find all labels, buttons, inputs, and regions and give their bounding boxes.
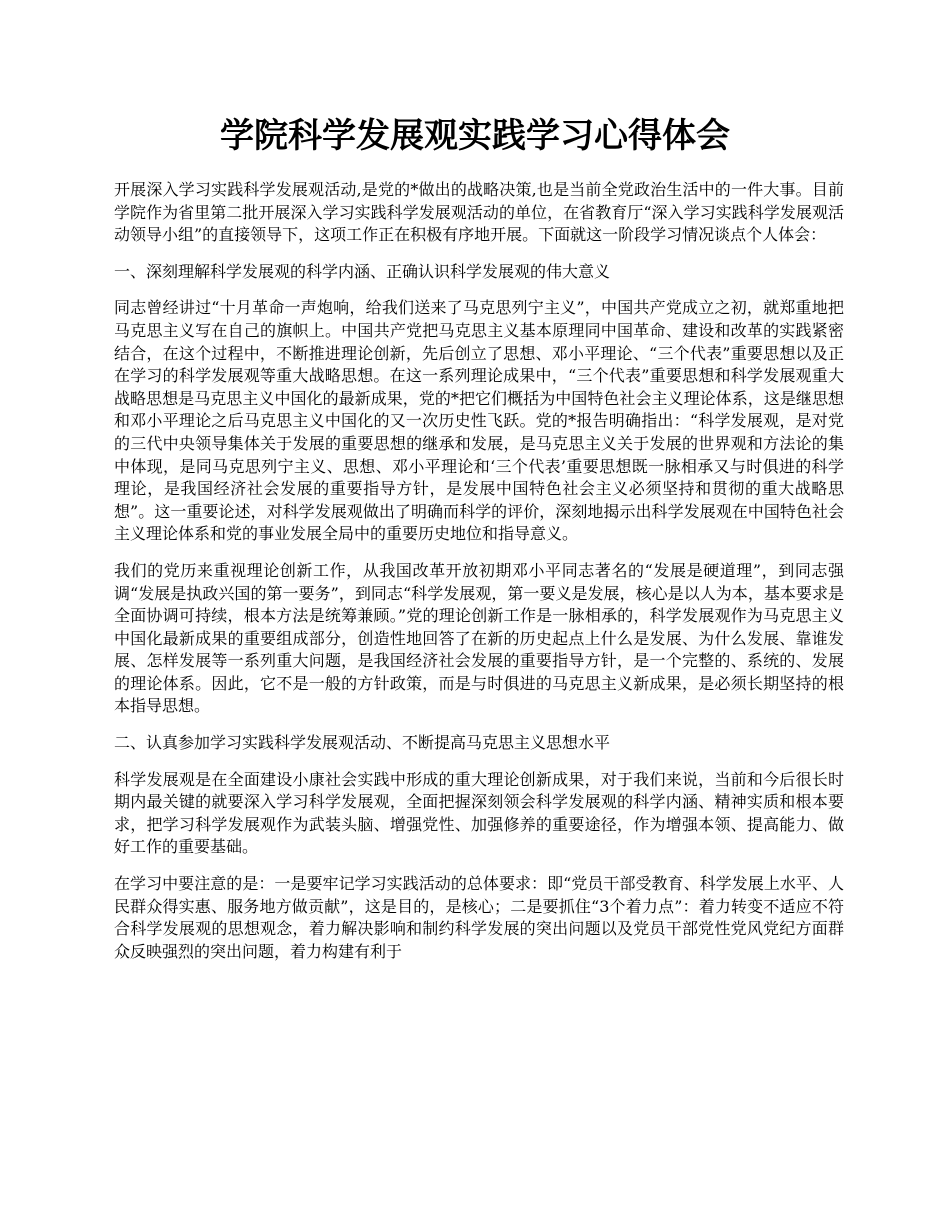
document-title: 学院科学发展观实践学习心得体会 bbox=[220, 116, 730, 156]
section-heading-2: 二、认真参加学习实践科学发展观活动、不断提高马克思主义思想水平 bbox=[114, 733, 611, 753]
paragraph-section1-b: 我们的党历来重视理论创新工作，从我国改革开放初期邓小平同志著名的“发展是硬道理”，到同志强调“发展是执政兴国的第一要务”，到同志“科学发展观，第一要义是发展，核心是以人为本，基本要求是全面协调可持续，根本方法是统筹兼顾。”党的理论创新工作是一脉相承的，科学发展观作为马克思主义中国化最新成果的重要组成部分，创造性地回答了在新的历史起点上什么是发展、为什么发展、靠谁发展、怎样发展等一系列重大问题，是我国经济社会发展的重要指导方针，是一个完整的、系统的、发展的理论体系。因此，它不是一般的方针政策，而是与时俱进的马克思主义新成果，是必须长期坚持的根本指导思想。 bbox=[114, 560, 844, 716]
paragraph-section1-a: 同志曾经讲过“十月革命一声炮响，给我们送来了马克思列宁主义”，中国共产党成立之初，就郑重地把马克思主义写在自己的旗帜上。中国共产党把马克思主义基本原理同中国革命、建设和改革的实践紧密结合，在这个过程中，不断推进理论创新，先后创立了思想、邓小平理论、“三个代表”重要思想以及正在学习的科学发展观等重大战略思想。在这一系列理论成果中，“三个代表”重要思想和科学发展观重大战略思想是马克思主义中国化的最新成果，党的*把它们概括为中国特色社会主义理论体系，这是继思想和邓小平理论之后马克思主义中国化的又一次历史性飞跃。党的*报告明确指出：“科学发展观，是对党的三代中央领导集体关于发展的重要思想的继承和发展，是马克思主义关于发展的世界观和方法论的集中体现，是同马克思列宁主义、思想、邓小平理论和‘三个代表’重要思想既一脉相承又与时俱进的科学理论，是我国经济社会发展的重要指导方针，是发展中国特色社会主义必须坚持和贯彻的重大战略思想”。这一重要论述，对科学发展观做出了明确而科学的评价，深刻地揭示出科学发展观在中国特色社会主义理论体系和党的事业发展全局中的重要历史地位和指导意义。 bbox=[114, 298, 844, 544]
paragraph-section2-b: 在学习中要注意的是：一是要牢记学习实践活动的总体要求：即“党员干部受教育、科学发展上水平、人民群众得实惠、服务地方做贡献”，这是目的，是核心；二是要抓住“3个着力点”：着力转变不适应不符合科学发展观的思想观念，着力解决影响和制约科学发展的突出问题以及党员干部党性党风党纪方面群众反映强烈的突出问题，着力构建有利于 bbox=[114, 874, 844, 961]
paragraph-section2-a: 科学发展观是在全面建设小康社会实践中形成的重大理论创新成果，对于我们来说，当前和今后很长时期内最关键的就要深入学习科学发展观，全面把握深刻领会科学发展观的科学内涵、精神实质和根本要求，把学习科学发展观作为武装头脑、增强党性、加强修养的重要途径，作为增强本领、提高能力、做好工作的重要基础。 bbox=[114, 769, 844, 857]
section-heading-1: 一、深刻理解科学发展观的科学内涵、正确认识科学发展观的伟大意义 bbox=[114, 261, 611, 281]
paragraph-intro: 开展深入学习实践科学发展观活动,是党的*做出的战略决策,也是当前全党政治生活中的一件大事。目前学院作为省里第二批开展深入学习实践科学发展观活动的单位，在省教育厅“深入学习实践科学发展观活动领导小组”的直接领导下，这项工作正在积极有序地开展。下面就这一阶段学习情况谈点个人体会： bbox=[114, 180, 844, 245]
document-body bbox=[114, 179, 844, 977]
